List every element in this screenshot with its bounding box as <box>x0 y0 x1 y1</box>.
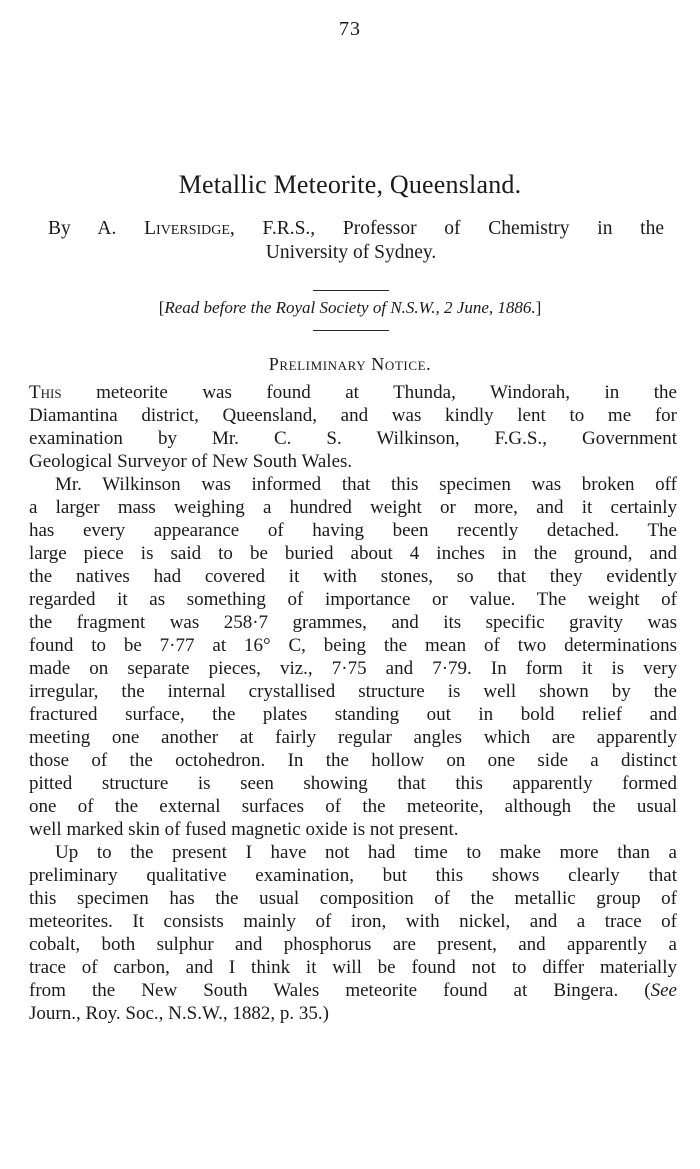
text-line: meeting one another at fairly regular angles which are apparently <box>29 727 677 748</box>
read-before-note <box>0 298 700 318</box>
byline-line-1 <box>38 217 664 241</box>
read-before-text: Read before the Royal Society of N.S.W., 2 June, 1886. <box>164 298 536 317</box>
text-line: fractured surface, the plates standing out in bold relief and <box>29 704 677 725</box>
byline-line-2: University of Sydney. <box>265 242 437 263</box>
text-line: preliminary qualitative examination, but this shows clearly that <box>29 865 677 886</box>
text-line: Geological Surveyor of New South Wales. <box>29 451 353 472</box>
text-line: cobalt, both sulphur and phosphorus are present, and apparently a <box>29 934 677 955</box>
text-line: from the New South Wales meteorite found at Bingera. (See <box>29 980 677 1001</box>
text-line: pitted structure is seen showing that this apparently formed <box>29 773 677 794</box>
text-line: a larger mass weighing a hundred weight or more, and it certainly <box>29 497 677 518</box>
divider-rule-top <box>313 290 389 291</box>
open-bracket: [ <box>158 298 165 317</box>
text-line: This meteorite was found at Thunda, Windorah, in the <box>29 382 677 403</box>
citation-line: Journ., Roy. Soc., N.S.W., 1882, p. 35.) <box>29 1003 329 1024</box>
text-line: irregular, the internal crystallised structure is well shown by the <box>29 681 677 702</box>
text-line: regarded it as something of importance or value. The weight of <box>29 589 677 610</box>
text-line: this specimen has the usual composition of the metallic group of <box>29 888 677 909</box>
text-line: those of the octohedron. In the hollow on one side a distinct <box>29 750 677 771</box>
text-line: Diamantina district, Queensland, and was kindly lent to me for <box>29 405 677 426</box>
byline-affiliation: , F.R.S., Professor of Chemistry in the <box>229 218 665 239</box>
byline-prefix: By A. <box>48 218 145 239</box>
article-title: Metallic Meteorite, Queensland. <box>178 170 522 199</box>
text-line: the natives had covered it with stones, so that they evidently <box>29 566 677 587</box>
see-reference: See <box>650 980 677 1001</box>
byline <box>38 217 664 265</box>
close-bracket: ] <box>535 298 542 317</box>
divider-rule-bottom <box>313 330 389 331</box>
section-heading: Preliminary Notice. <box>268 354 432 374</box>
text-line: found to be 7·77 at 16° C, being the mean of two determinations <box>29 635 677 656</box>
text-line: meteorites. It consists mainly of iron, with nickel, and a trace of <box>29 911 677 932</box>
author-name: Liversidge <box>144 218 230 239</box>
text-line: made on separate pieces, viz., 7·75 and 7·79. In form it is very <box>29 658 677 679</box>
paragraph-3 <box>29 841 677 1025</box>
text-line: the fragment was 258·7 grammes, and its specific gravity was <box>29 612 677 633</box>
text-line: has every appearance of having been recently detached. The <box>29 520 677 541</box>
text-line: trace of carbon, and I think it will be found not to differ materially <box>29 957 677 978</box>
text-line: Up to the present I have not had time to make more than a <box>55 842 677 863</box>
page-number: 73 <box>339 18 361 40</box>
paragraph-1 <box>29 381 677 473</box>
text-line: one of the external surfaces of the meteorite, although the usual <box>29 796 677 817</box>
text-line: well marked skin of fused magnetic oxide is not present. <box>29 819 459 840</box>
lead-word: This <box>29 382 62 403</box>
article-body <box>29 381 677 1025</box>
paragraph-2 <box>29 473 677 841</box>
text-line: Mr. Wilkinson was informed that this specimen was broken off <box>55 474 677 495</box>
text-line: large piece is said to be buried about 4 inches in the ground, and <box>29 543 677 564</box>
text-line: examination by Mr. C. S. Wilkinson, F.G.S., Government <box>29 428 677 449</box>
